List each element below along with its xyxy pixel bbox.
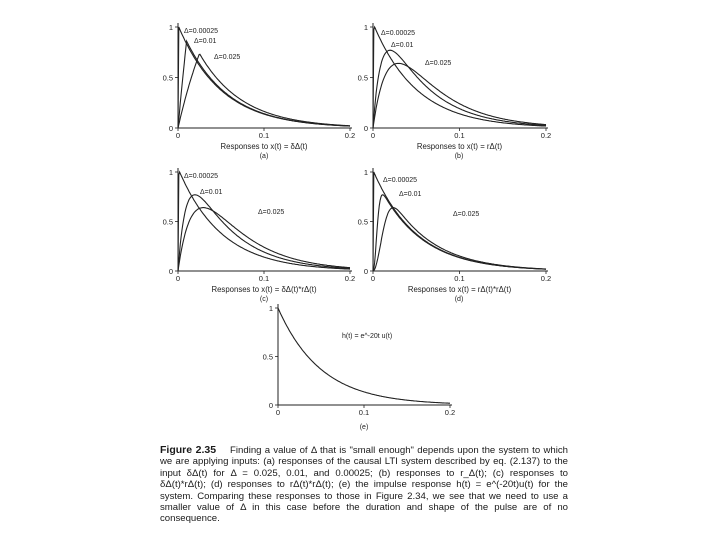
series-label: Δ=0.025 <box>453 211 480 218</box>
panel-label: (d) <box>454 296 464 303</box>
y-tick-label: 1 <box>168 23 173 32</box>
figure-caption <box>160 445 568 525</box>
x-tick-label: 0.1 <box>258 131 270 140</box>
x-tick-label: 0.2 <box>540 274 552 283</box>
series-label: Δ=0.01 <box>200 189 223 196</box>
x-tick-label: 0.2 <box>540 131 552 140</box>
x-tick-label: 0 <box>175 131 181 140</box>
series-label: Δ=0.00025 <box>381 30 416 37</box>
x-axis-label: Responses to x(t) = δΔ(t) <box>220 142 308 151</box>
panel-a <box>163 23 356 160</box>
x-tick-label: 0 <box>370 274 376 283</box>
series-label: Δ=0.00025 <box>383 177 418 184</box>
series-line <box>178 195 350 271</box>
figure-label: Figure 2.35 <box>160 444 217 456</box>
x-axis-label: Responses to x(t) = rΔ(t)*rΔ(t) <box>407 285 512 294</box>
series-label: Δ=0.01 <box>391 42 414 49</box>
x-axis-label: Responses to x(t) = rΔ(t) <box>416 142 503 151</box>
panel-label: (b) <box>454 153 464 160</box>
y-tick-label: 0.5 <box>262 352 273 362</box>
panel-label: (c) <box>259 296 269 303</box>
panel-d <box>358 168 552 303</box>
series-line <box>278 308 450 403</box>
y-tick-label: 0 <box>268 401 273 410</box>
series-line <box>178 208 350 271</box>
x-tick-label: 0.1 <box>454 274 465 283</box>
series-line <box>178 54 350 128</box>
x-tick-label: 0 <box>275 408 281 417</box>
x-axis-label: Responses to x(t) = δΔ(t)*rΔ(t) <box>211 285 317 294</box>
series-label: Δ=0.01 <box>194 38 217 45</box>
panel-c <box>163 168 356 303</box>
series-label: Δ=0.00025 <box>184 28 219 35</box>
series-line <box>178 41 350 128</box>
y-tick-label: 0.5 <box>162 217 173 227</box>
series-label: h(t) = e^-20t u(t) <box>342 333 393 340</box>
y-tick-label: 1 <box>363 23 368 32</box>
series-line <box>373 50 546 128</box>
series-label: Δ=0.01 <box>399 191 422 198</box>
series-label: Δ=0.025 <box>258 209 285 216</box>
series-line <box>373 195 546 271</box>
y-tick-label: 0 <box>168 267 173 276</box>
x-tick-label: 0.1 <box>358 408 370 417</box>
y-tick-label: 0.5 <box>357 217 368 227</box>
panel-label: (e) <box>359 424 369 431</box>
y-tick-label: 0 <box>168 124 173 133</box>
series-label: Δ=0.00025 <box>184 173 219 180</box>
series-line <box>178 172 350 271</box>
x-tick-label: 0.1 <box>258 274 270 283</box>
x-tick-label: 0.1 <box>454 131 465 140</box>
y-tick-label: 1 <box>268 304 273 313</box>
panel-b <box>358 23 552 160</box>
x-tick-label: 0.2 <box>344 131 356 140</box>
x-tick-label: 0 <box>175 274 181 283</box>
x-tick-label: 0 <box>370 131 376 140</box>
x-tick-label: 0.2 <box>444 408 456 417</box>
y-tick-label: 0.5 <box>162 73 173 83</box>
series-label: Δ=0.025 <box>214 54 241 61</box>
y-tick-label: 1 <box>363 168 368 177</box>
y-tick-label: 0 <box>363 267 368 276</box>
y-tick-label: 1 <box>168 168 173 177</box>
caption-text: Finding a value of Δ that is "small enough" depends upon the system to which we are applying inputs: (a) responses of the causal LTI system described by eq. (2.137) to the input δΔ(t) for Δ = 0.025, 0.01, and 0.00025; (b) responses to r_Δ(t); (c) responses to δΔ(t)*rΔ(t); (d) responses to rΔ(t)*rΔ(t); (e) the impulse response h(t) = e^(-20t)u(t) for the system. Comparing these responses to those in Figure 2.34, we see that we need to use a smaller value of Δ in this case before the duration and shape of the pulse are of no consequence. <box>160 445 568 525</box>
series-label: Δ=0.025 <box>425 60 452 67</box>
y-tick-label: 0 <box>363 124 368 133</box>
panel-e <box>263 304 456 431</box>
panel-label: (a) <box>259 153 269 160</box>
y-tick-label: 0.5 <box>357 73 368 83</box>
series-line <box>373 63 546 128</box>
x-tick-label: 0.2 <box>344 274 356 283</box>
